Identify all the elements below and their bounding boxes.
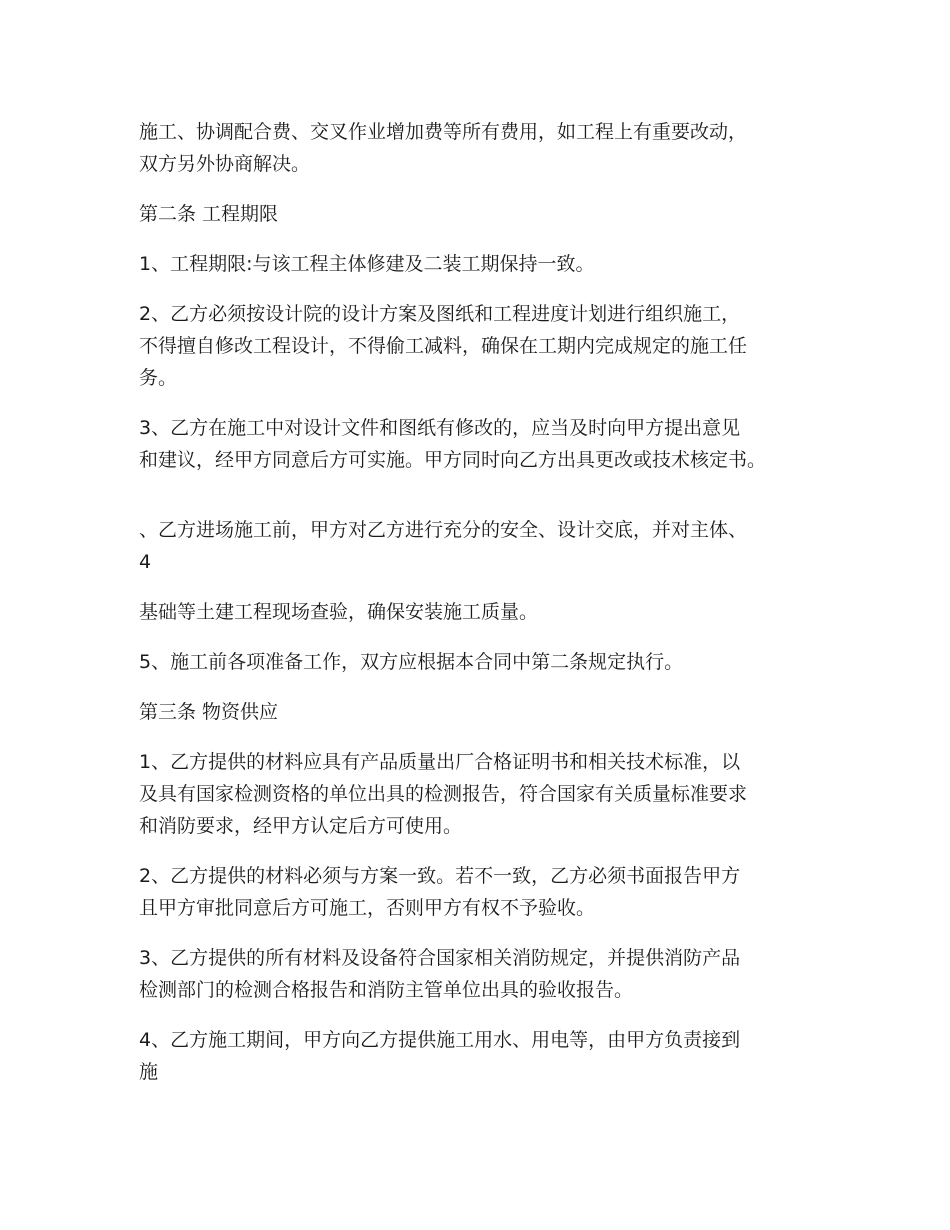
text-line: 1、工程期限:与该工程主体修建及二装工期保持一致。 bbox=[139, 253, 595, 275]
text-line: 务。 bbox=[139, 367, 178, 389]
text-line: 3、乙方在施工中对设计文件和图纸有修改的，应当及时向甲方提出意见 bbox=[139, 417, 741, 439]
paragraph-3-4 bbox=[139, 1024, 829, 1088]
text-line: 和消防要求，经甲方认定后方可使用。 bbox=[139, 815, 463, 837]
text-line: 基础等土建工程现场查验，确保安装施工质量。 bbox=[139, 601, 539, 623]
text-line: 双方另外协商解决。 bbox=[139, 153, 311, 175]
text-line: 检测部门的检测合格报告和消防主管单位出具的验收报告。 bbox=[139, 979, 634, 1001]
text-line: 2、乙方必须按设计院的设计方案及图纸和工程进度计划进行组织施工， bbox=[139, 303, 741, 325]
text-line: 第三条 物资供应 bbox=[139, 701, 279, 723]
text-line: 3、乙方提供的所有材料及设备符合国家相关消防规定，并提供消防产品 bbox=[139, 947, 741, 969]
text-line: 第二条 工程期限 bbox=[139, 203, 279, 225]
text-line: 4、乙方施工期间，甲方向乙方提供施工用水、用电等，由甲方负责接到 bbox=[139, 1029, 741, 1051]
paragraph-3-2 bbox=[139, 860, 829, 924]
text-line: 、乙方进场施工前，甲方对乙方进行充分的安全、设计交底，并对主体、 bbox=[139, 519, 748, 541]
text-line: 及具有国家检测资格的单位出具的检测报告，符合国家有关质量标准要求 bbox=[139, 783, 748, 805]
paragraph-fee-continuation bbox=[139, 116, 829, 180]
paragraph-3-1 bbox=[139, 746, 829, 842]
paragraph-2-3 bbox=[139, 412, 829, 476]
text-line: 施 bbox=[139, 1061, 159, 1083]
paragraph-2-4 bbox=[139, 514, 829, 578]
text-line: 且甲方审批同意后方可施工，否则甲方有权不予验收。 bbox=[139, 897, 596, 919]
paragraph-2-4-continued bbox=[139, 596, 829, 628]
section-heading-article-3 bbox=[139, 696, 829, 728]
paragraph-2-5 bbox=[139, 646, 829, 678]
text-line: 2、乙方提供的材料必须与方案一致。若不一致，乙方必须书面报告甲方 bbox=[139, 865, 741, 887]
text-line: 和建议，经甲方同意后方可实施。甲方同时向乙方出具更改或技术核定书。 bbox=[139, 449, 767, 471]
document-page bbox=[139, 116, 829, 1106]
text-line: 1、乙方提供的材料应具有产品质量出厂合格证明书和相关技术标准，以 bbox=[139, 751, 741, 773]
paragraph-2-1 bbox=[139, 248, 829, 280]
text-line: 5、施工前各项准备工作，双方应根据本合同中第二条规定执行。 bbox=[139, 651, 684, 673]
section-heading-article-2 bbox=[139, 198, 829, 230]
text-line: 4 bbox=[139, 551, 152, 573]
paragraph-3-3 bbox=[139, 942, 829, 1006]
text-line: 施工、协调配合费、交叉作业增加费等所有费用，如工程上有重要改动， bbox=[139, 121, 748, 143]
paragraph-2-2 bbox=[139, 298, 829, 394]
text-line: 不得擅自修改工程设计，不得偷工减料，确保在工期内完成规定的施工任 bbox=[139, 335, 748, 357]
